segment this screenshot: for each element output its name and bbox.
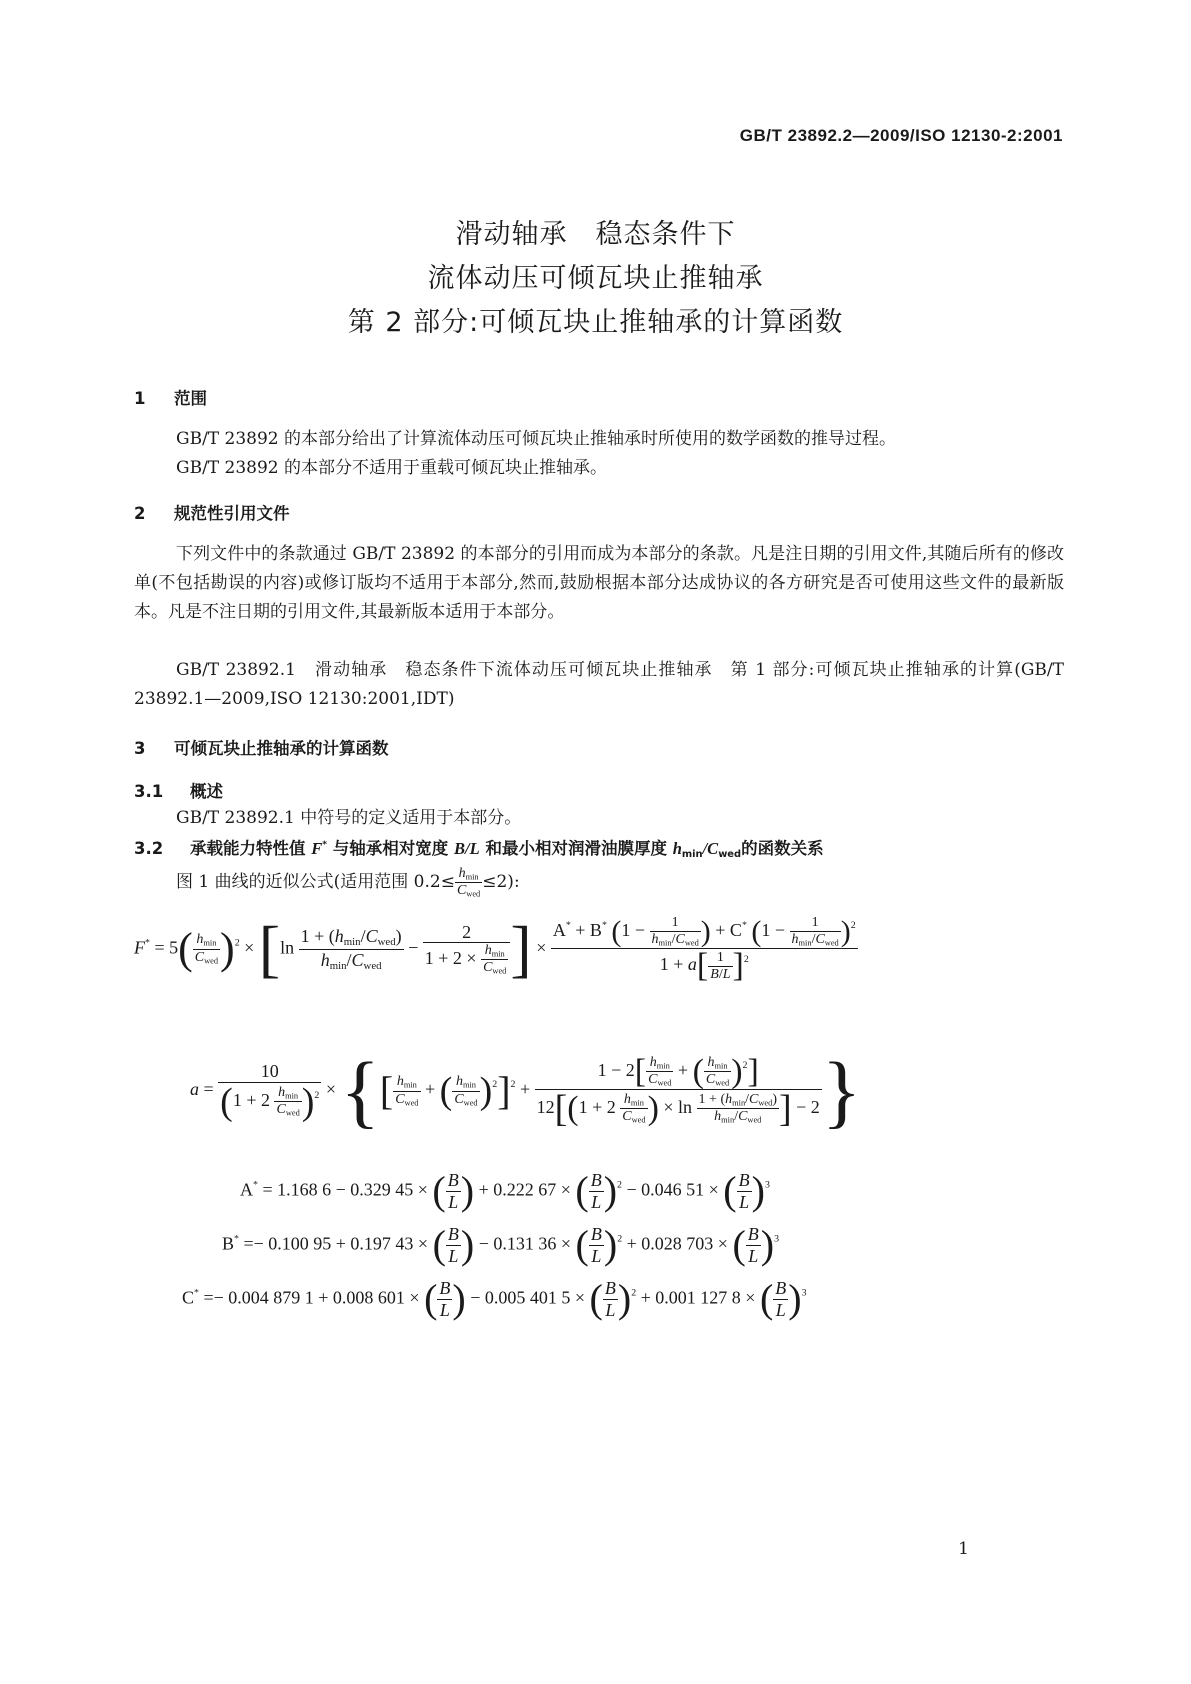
page-number: 1 xyxy=(958,1539,969,1559)
standard-code: GB/T 23892.2—2009/ISO 12130-2:2001 xyxy=(739,126,1063,145)
equation-a: a = 10 (1 + 2 $\frac{h_{min}}{C_{wed}}$ )$^2$ × {[ $\frac{h_{min}}{C_{wed}}$ + ( $\frac{h_{min}}{C_{wed}}$ )$^2$]$^2$ + 1 − 2[ $\frac{h_{min}}{C_{wed}}$ + ( $\frac{h_{min}}{C_{wed}}$ )$^2$] 12[(1 + 2 $\frac{h_{min}}{C_{wed}}$ ) × ln $\frac{1 + (h_{min}/C_{wed})}{h_{min}/C_{wed}}$ ] − 2 } xyxy=(190,1045,862,1136)
approximation-intro: 图 1 曲线的近似公式(适用范围 0.2≤ $\frac{h_{min}}{C_{wed}}$ ≤2): xyxy=(176,866,520,899)
title-line-2: 流体动压可倾瓦块止推轴承 xyxy=(427,263,764,294)
equation-b-star: B* =− 0.100 95 + 0.197 43 × ( $\frac{B}{L}$ ) − 0.131 36 × ( $\frac{B}{L}$ )$^2$ + 0.028 703 × ( $\frac{B}{L}$ )$^3$ xyxy=(222,1222,780,1268)
equation-a-star: A* = 1.168 6 − 0.329 45 × ( $\frac{B}{L}$ ) + 0.222 67 × ( $\frac{B}{L}$ )$^2$ − 0.046 51 × ( $\frac{B}{L}$ )$^3$ xyxy=(240,1168,770,1214)
section-1-paragraph-2: GB/T 23892 的本部分不适用于重载可倾瓦块止推轴承。 xyxy=(176,458,608,478)
section-2-paragraph-2: GB/T 23892.1 滑动轴承 稳态条件下流体动压可倾瓦块止推轴承 第 1 部分:可倾瓦块止推轴承的计算(GB/T 23892.1—2009,ISO 12130:2001,IDT) xyxy=(134,660,1064,709)
equation-f-star: F* = 5( $\frac{h_{min}}{C_{wed}}$ )$^2$ × [ln $\frac{1 + (h_{min}/C_{wed})}{h_{min}/C_{wed}}$ − 2 1 + 2 × $\frac{h_{min}}{C_{wed}}$ ] × A* + B* (1 − $\frac{1}{h_{min}/C_{wed}}$ ) + C* (1 − $\frac{1}{h_{min}/C_{wed}}$ )$^2$ 1 + a[ $\frac{1}{B/L}$ ]$^2$ xyxy=(134,913,856,985)
section-3-1-paragraph: GB/T 23892.1 中符号的定义适用于本部分。 xyxy=(176,808,522,828)
section-3-2-heading: 3.2 承载能力特性值 F* 与轴承相对宽度 B/L 和最小相对润滑油膜厚度 $h_{min}/C_{wed}$的函数关系 xyxy=(134,839,824,860)
section-1-paragraph-1: GB/T 23892 的本部分给出了计算流体动压可倾瓦块止推轴承时所使用的数学函数的推导过程。 xyxy=(176,429,897,449)
title-line-3: 第 2 部分:可倾瓦块止推轴承的计算函数 xyxy=(347,307,844,338)
section-2-heading: 2 规范性引用文件 xyxy=(134,504,290,523)
section-3-heading: 3 可倾瓦块止推轴承的计算函数 xyxy=(134,739,389,758)
equation-c-star: C* =− 0.004 879 1 + 0.008 601 × ( $\frac{B}{L}$ ) − 0.005 401 5 × ( $\frac{B}{L}$ )$^2$ + 0.001 127 8 × ( $\frac{B}{L}$ )$^3$ xyxy=(182,1276,807,1322)
section-1-heading: 1 范围 xyxy=(134,389,207,408)
title-line-1: 滑动轴承 稳态条件下 xyxy=(455,219,736,250)
section-2-paragraph-1: 下列文件中的条款通过 GB/T 23892 的本部分的引用而成为本部分的条款。凡是注日期的引用文件,其随后所有的修改单(不包括勘误的内容)或修订版均不适用于本部分,然而,鼓励根据本部分达成协议的各方研究是否可使用这些文件的最新版本。凡是不注日期的引用文件,其最新版本适用于本部分。 xyxy=(134,544,1064,622)
section-3-1-heading: 3.1 概述 xyxy=(134,782,223,801)
